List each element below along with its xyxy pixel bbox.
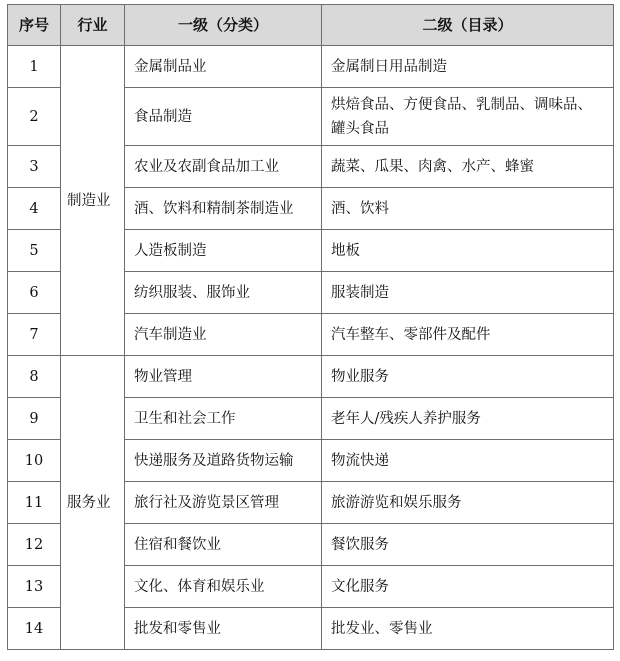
row-seq: 13	[8, 566, 61, 608]
row-level2: 餐饮服务	[322, 524, 614, 566]
header-level1: 一级（分类）	[125, 5, 322, 46]
row-seq: 5	[8, 230, 61, 272]
row-level2: 烘焙食品、方便食品、乳制品、调味品、罐头食品	[322, 88, 614, 146]
row-level2: 金属制日用品制造	[322, 46, 614, 88]
row-level1: 人造板制造	[125, 230, 322, 272]
row-level2: 旅游游览和娱乐服务	[322, 482, 614, 524]
row-level1: 食品制造	[125, 88, 322, 146]
header-level2: 二级（目录）	[322, 5, 614, 46]
row-level1: 旅行社及游览景区管理	[125, 482, 322, 524]
table-row	[8, 46, 614, 88]
row-seq: 14	[8, 608, 61, 650]
table-body	[8, 46, 614, 650]
row-level2: 地板	[322, 230, 614, 272]
header-seq: 序号	[8, 5, 61, 46]
row-seq: 2	[8, 88, 61, 146]
row-seq: 3	[8, 146, 61, 188]
row-seq: 12	[8, 524, 61, 566]
row-seq: 8	[8, 356, 61, 398]
row-level1: 汽车制造业	[125, 314, 322, 356]
row-level1: 卫生和社会工作	[125, 398, 322, 440]
row-level1: 纺织服装、服饰业	[125, 272, 322, 314]
row-seq: 6	[8, 272, 61, 314]
industry-manufacturing: 制造业	[61, 46, 125, 356]
row-level1: 酒、饮料和精制茶制造业	[125, 188, 322, 230]
row-level2: 批发业、零售业	[322, 608, 614, 650]
row-level2: 酒、饮料	[322, 188, 614, 230]
row-seq: 11	[8, 482, 61, 524]
row-level1: 住宿和餐饮业	[125, 524, 322, 566]
table-header	[8, 5, 614, 46]
row-level2: 汽车整车、零部件及配件	[322, 314, 614, 356]
row-seq: 4	[8, 188, 61, 230]
table-row	[8, 356, 614, 398]
row-level2: 服装制造	[322, 272, 614, 314]
row-level2: 物业服务	[322, 356, 614, 398]
classification-table	[7, 4, 614, 650]
row-level2: 老年人/残疾人养护服务	[322, 398, 614, 440]
row-level1: 文化、体育和娱乐业	[125, 566, 322, 608]
header-row	[8, 5, 614, 46]
row-seq: 10	[8, 440, 61, 482]
row-level1: 快递服务及道路货物运输	[125, 440, 322, 482]
header-industry: 行业	[61, 5, 125, 46]
row-seq: 9	[8, 398, 61, 440]
row-level2: 蔬菜、瓜果、肉禽、水产、蜂蜜	[322, 146, 614, 188]
row-level1: 农业及农副食品加工业	[125, 146, 322, 188]
row-level2: 物流快递	[322, 440, 614, 482]
row-seq: 1	[8, 46, 61, 88]
row-level1: 批发和零售业	[125, 608, 322, 650]
row-level2: 文化服务	[322, 566, 614, 608]
row-seq: 7	[8, 314, 61, 356]
row-level1: 物业管理	[125, 356, 322, 398]
industry-service: 服务业	[61, 356, 125, 650]
row-level1: 金属制品业	[125, 46, 322, 88]
